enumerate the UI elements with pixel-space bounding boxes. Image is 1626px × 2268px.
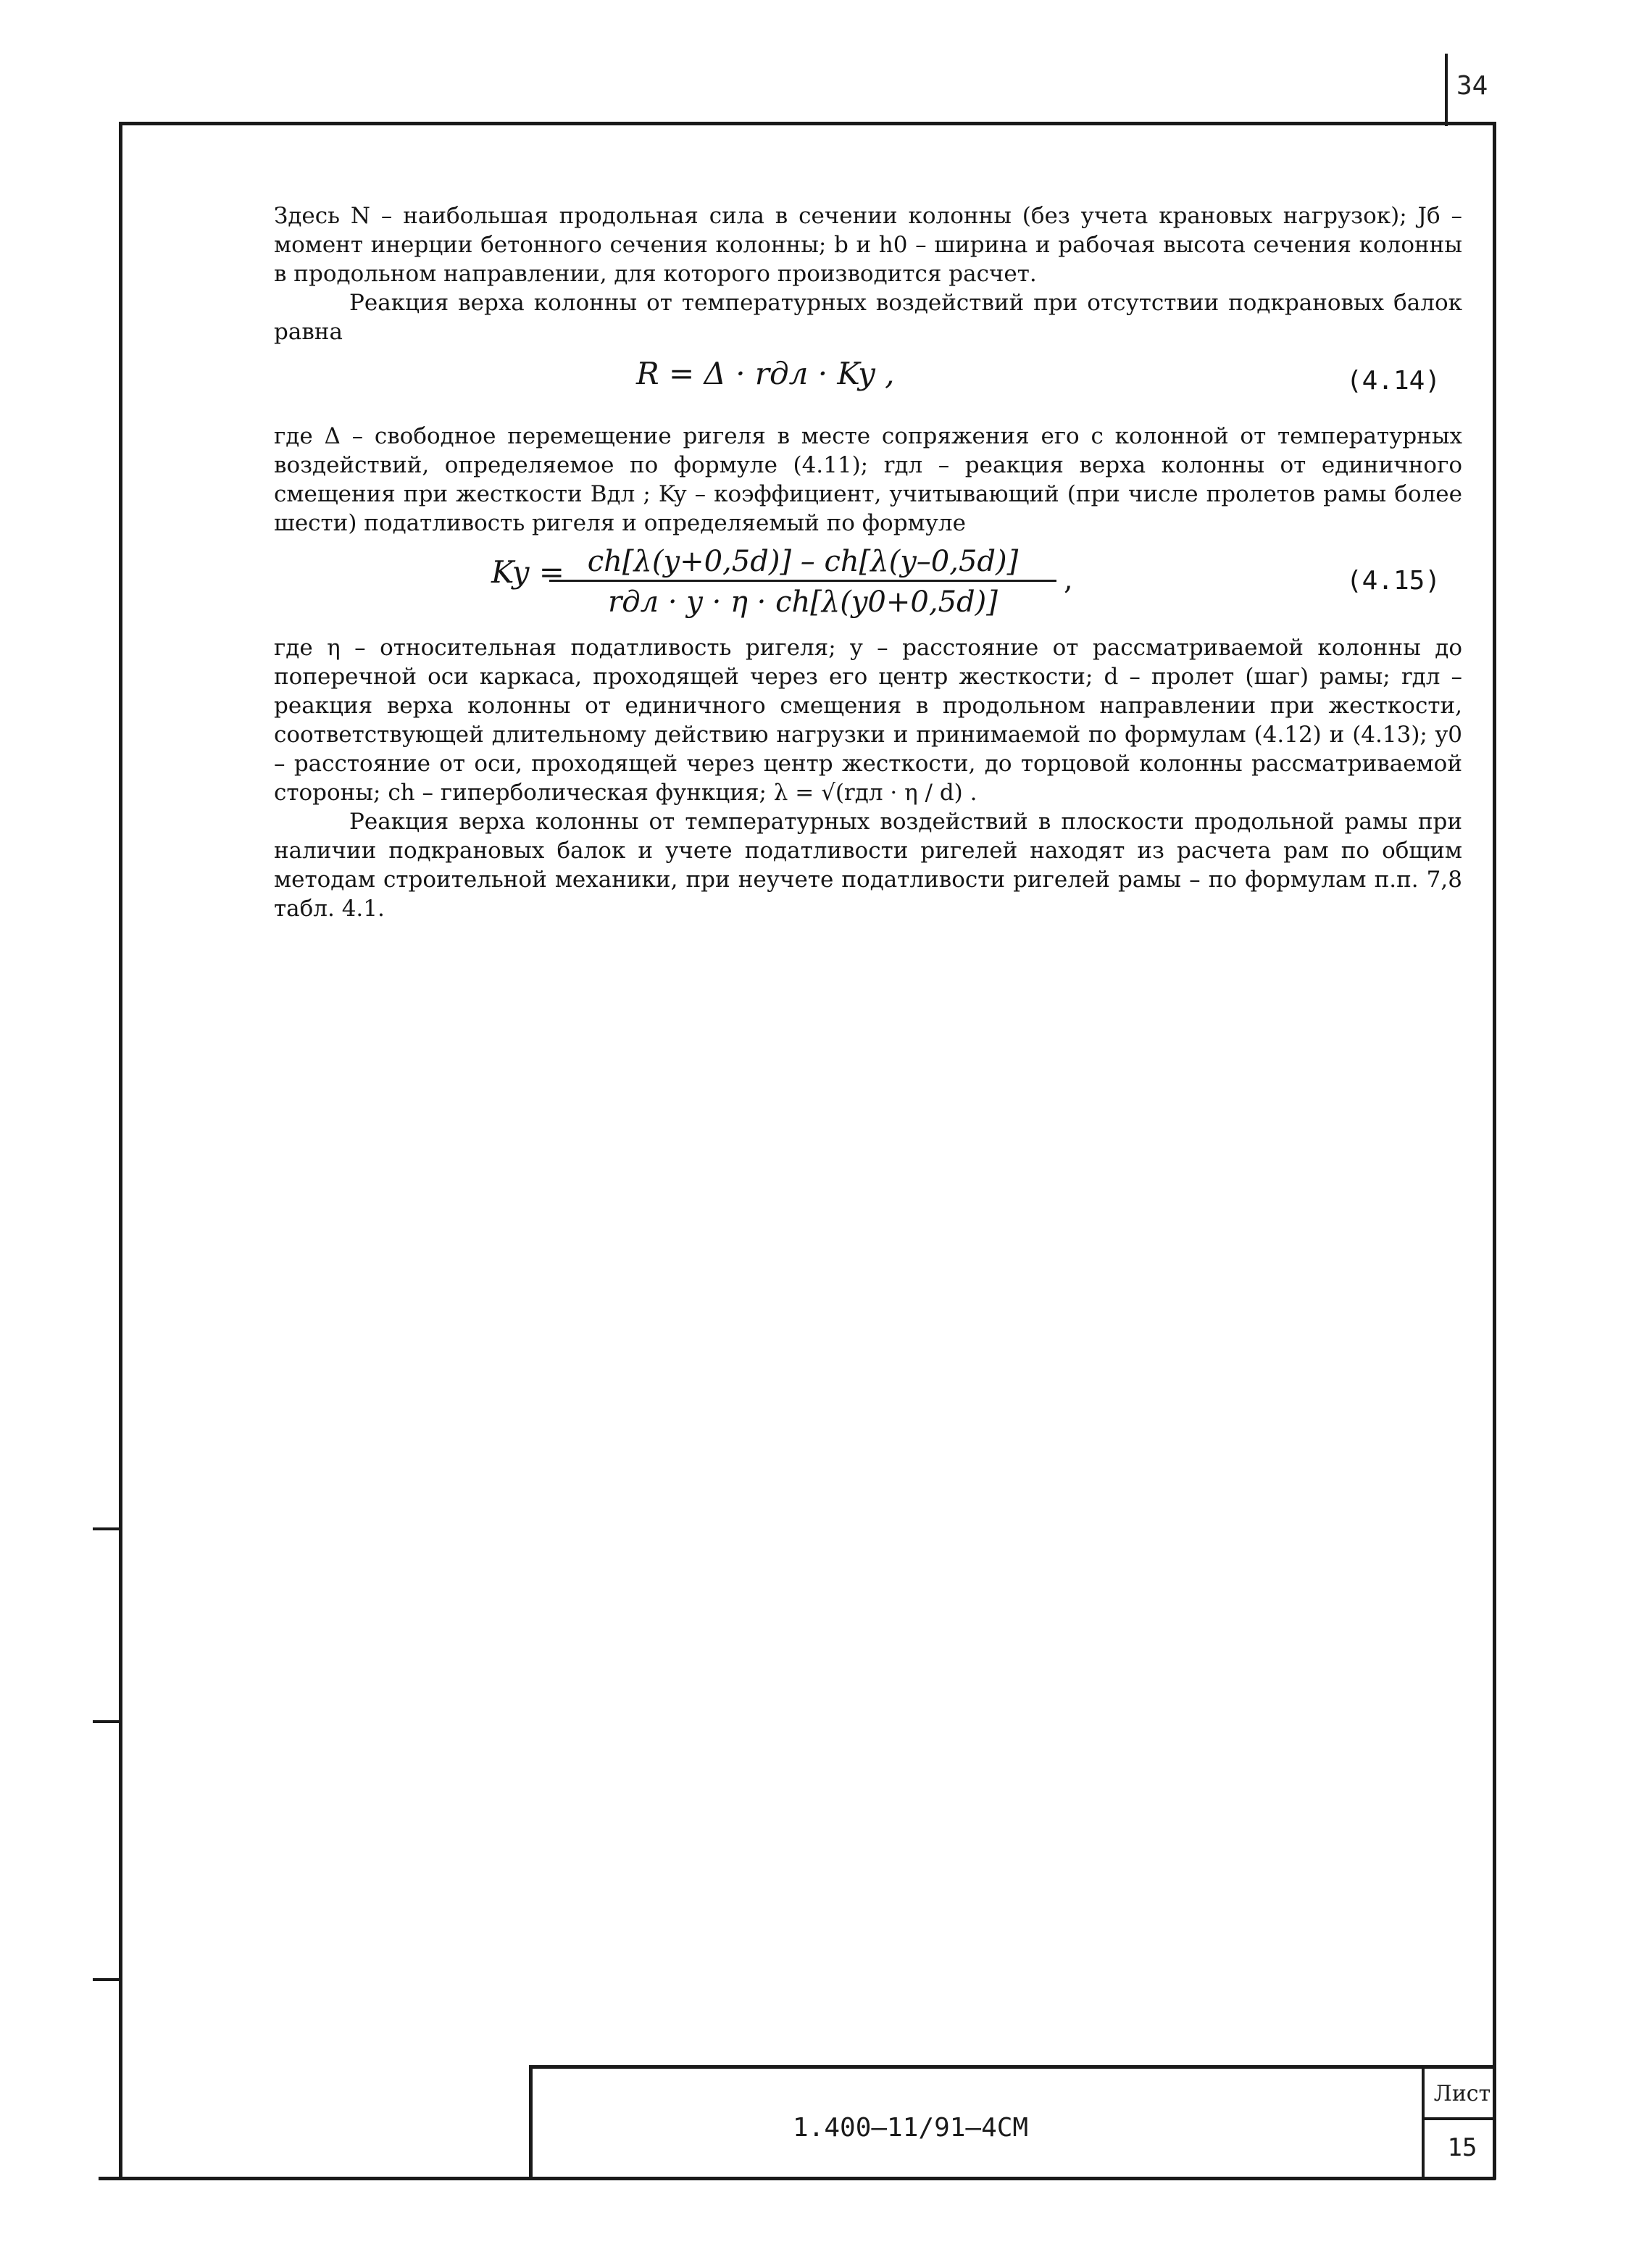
formula-4-15 xyxy=(274,541,1462,626)
sheet-cell-divider xyxy=(1422,2117,1496,2120)
title-block-top xyxy=(529,2065,1496,2069)
paragraph-crane-beams: Реакция верха колонны от температурных воздействий в плоскости продольной рамы при наличии подкрановых балок и учете податливости ригелей находят из расчета рам по общим методам строительной механики, при неучете податливости ригелей рамы – по формулам п.п. 7,8 табл. 4.1. xyxy=(274,809,1462,922)
document-code: 1.400–11/91–4СМ xyxy=(793,2113,1029,2143)
title-block-left xyxy=(529,2065,533,2180)
frame-right xyxy=(1493,122,1496,2180)
margin-tick xyxy=(93,1720,122,1723)
formula-4-15-denominator: rдл · y · η · ch[λ(y0+0,5d)] xyxy=(608,585,998,619)
paragraph-where-delta: где Δ – свободное перемещение ригеля в месте сопряжения его с колонной от температурных воздействий, определяемое по формуле (4.11); rдл – реакция верха колонны от единичного смещения при жесткости Bдл ; Ky – коэффициент, учитывающий (при числе пролетов рамы более шести) податливость ригеля и определяемый по формуле xyxy=(274,423,1462,536)
sheet-label: Лист xyxy=(1433,2081,1491,2106)
formula-4-15-lhs: Ky = xyxy=(491,554,564,590)
body-text xyxy=(274,201,1462,923)
formula-4-14 xyxy=(274,351,1462,412)
paragraph-where-eta: где η – относительная податливость ригеля; y – расстояние от рассматриваемой колонны до поперечной оси каркаса, проходящей через его центр жесткости; d – пролет (шаг) рамы; rдл – реакция верха колонны от единичного смещения в продольном направлении при жесткости, соответствующей длительному действию нагрузки и принимаемой по формулам (4.12) и (4.13); y0 – расстояние от оси, проходящей через центр жесткости, до торцовой колонны рассматриваемой стороны; ch – гиперболическая функция; λ = √(rдл · η / d) . xyxy=(274,635,1462,806)
margin-tick xyxy=(93,1527,122,1530)
paragraph-definitions: Здесь N – наибольшая продольная сила в сечении колонны (без учета крановых нагрузок); Jб – момент инерции бетонного сечения колонны; b и h0 – ширина и рабочая высота сечения колонны в продольном направлении, для которого производится расчет. xyxy=(274,203,1462,287)
page-number-divider xyxy=(1445,54,1448,126)
formula-4-15-numerator: ch[λ(y+0,5d)] – ch[λ(y–0,5d)] xyxy=(549,543,1056,582)
formula-4-15-number: (4.15) xyxy=(1346,566,1441,596)
title-block-divider xyxy=(1422,2065,1425,2180)
frame-top xyxy=(119,122,1494,125)
formula-4-15-comma: , xyxy=(1064,563,1073,596)
formula-4-14-number: (4.14) xyxy=(1346,366,1441,396)
paragraph-reaction-intro: Реакция верха колонны от температурных воздействий при отсутствии подкрановых балок равна xyxy=(274,290,1462,345)
formula-4-14-expression: R = Δ · rдл · Ky , xyxy=(636,356,895,391)
sheet-number: 15 xyxy=(1447,2133,1477,2162)
frame-left xyxy=(119,122,122,2180)
margin-tick xyxy=(93,1978,122,1981)
page-number: 34 xyxy=(1456,71,1488,101)
frame-bottom xyxy=(99,2177,1496,2180)
